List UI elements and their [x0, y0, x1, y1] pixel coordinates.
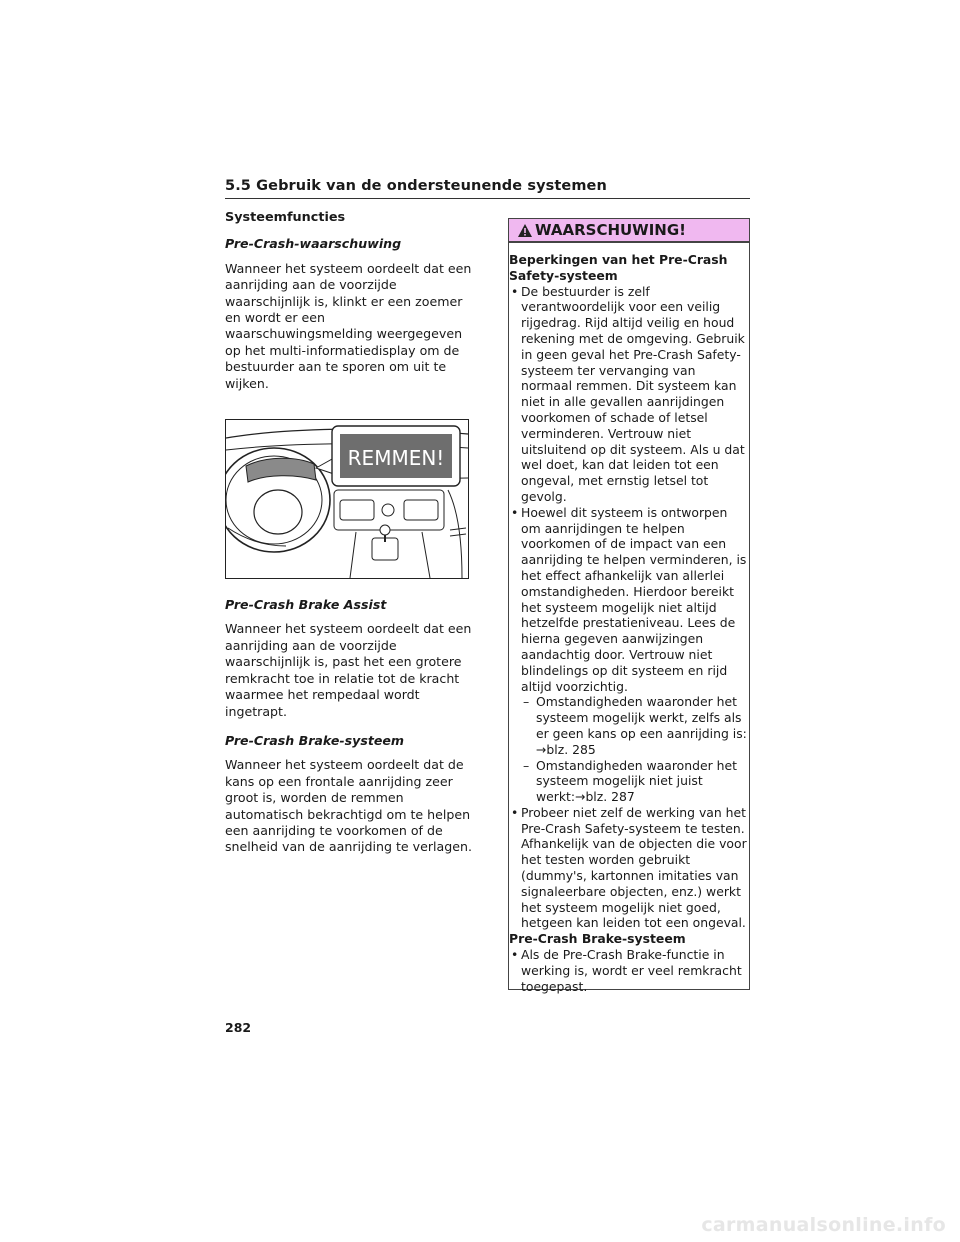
subheading-brake-assist: Pre-Crash Brake Assist [225, 597, 387, 613]
warning-sub-2: – Omstandigheden waaronder het systeem mogelijk niet juist werkt:→blz. 287 [523, 757, 737, 805]
paragraph-pre-crash-warning: Wanneer het systeem oordeelt dat een aanrijding aan de voorzijde waarschijnlijk is, klinkt er een zoemer en wordt er een waarschuwingsmelding weergegeven op het multi-informatiedisplay om de bestuurder aan te sporen om uit te wijken. [225, 260, 472, 391]
page-number: 282 [225, 1020, 252, 1035]
paragraph-brake-system: Wanneer het systeem oordeelt dat de kans op een frontale aanrijding zeer groot is, worden de remmen automatisch bekrachtigd om te helpen een aanrijding te voorkomen of de snelheid van de aanrijding te verlagen. [225, 757, 472, 855]
warning-header [509, 219, 749, 243]
section-header: 5.5 Gebruik van de ondersteunende systemen [225, 178, 750, 199]
page-ref-287[interactable]: →blz. 287 [575, 789, 635, 805]
warning-header-text: WAARSCHUWING! [535, 221, 687, 239]
remmen-display-text: REMMEN! [347, 446, 445, 471]
warning-bullet-1: • De bestuurder is zelf verantwoordelijk voor een veilig rijgedrag. Rijd altijd veilig en houd rekening met de omgeving. Gebruik in geen geval het Pre-Crash Safety-systeem ter vervanging van normaal remmen. Dit systeem kan niet in alle gevallen aanrijdingen voorkomen of schade of letsel verminderen. Vertrouw niet uitsluitend op dit systeem. Als u dat wel doet, kan dat leiden tot een ongeval, met ernstig letsel tot gevolg. [509, 284, 747, 505]
warning-body [509, 243, 749, 994]
left-column [225, 210, 475, 869]
warning-sub-1: – Omstandigheden waaronder het systeem mogelijk werkt, zelfs als er geen kans op een aanrijding is: →blz. 285 [523, 694, 747, 757]
warning-triangle-icon [517, 222, 533, 244]
warning-section1-title: Beperkingen van het Pre-Crash Safety-systeem [509, 252, 728, 283]
dashboard-figure [225, 419, 469, 579]
page-ref-285[interactable]: →blz. 285 [536, 741, 596, 757]
watermark: carmanualsonline.info [701, 1214, 946, 1236]
dashboard-illustration [226, 420, 468, 578]
subheading-pre-crash-warning: Pre-Crash-waarschuwing [225, 236, 402, 252]
warning-bullet-2: • Hoewel dit systeem is ontworpen om aanrijdingen te helpen voorkomen of de impact van een aanrijding te helpen verminderen, is het effect afhankelijk van allerlei omstandigheden. Hierdoor bereikt het systeem mogelijk niet altijd hetzelfde prestatieniveau. Lees de hierna gegeven aanwijzingen aandachtig door. Vertrouw niet blindelings op dit systeem en rijd altijd voorzichtig. [509, 505, 747, 695]
warning-box [508, 218, 750, 994]
heading-systeemfuncties: Systeemfuncties [225, 210, 346, 225]
subheading-brake-system: Pre-Crash Brake-systeem [225, 732, 405, 748]
warning-bullet-3: • Probeer niet zelf de werking van het Pre-Crash Safety-systeem te testen. Afhankelijk van de objecten die voor het testen worden gebruikt (dummy's, kartonnen imitaties van signaleerbare objecten, enz.) werkt het systeem mogelijk niet goed, hetgeen kan leiden tot een ongeval. [509, 805, 747, 931]
paragraph-brake-assist: Wanneer het systeem oordeelt dat een aanrijding aan de voorzijde waarschijnlijk is, past het een grotere remkracht toe in relatie tot de kracht waarmee het rempedaal wordt ingetrapt. [225, 621, 472, 719]
warning-bullet-4: • Als de Pre-Crash Brake-functie in werking is, wordt er veel remkracht toegepast. [509, 947, 747, 994]
warning-section2-title: Pre-Crash Brake-systeem [509, 931, 686, 947]
